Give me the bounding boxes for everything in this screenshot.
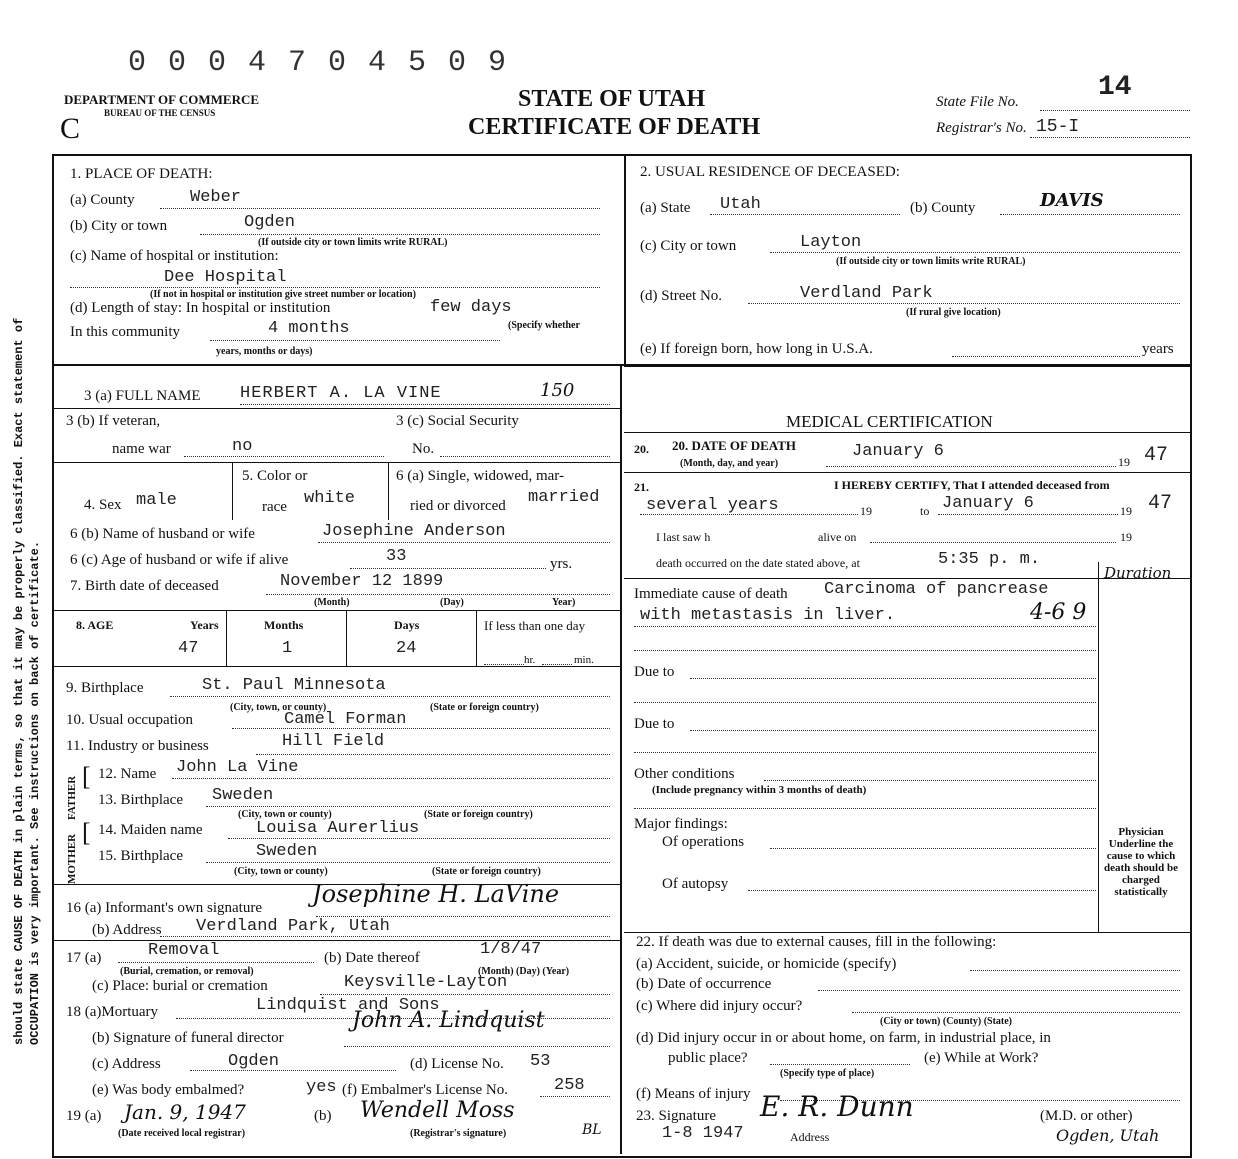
registrar-label: Registrar's No. <box>936 120 1027 136</box>
external-a: (a) Accident, suicide, or homicide (specify) <box>636 956 897 972</box>
other-conditions-note: (Include pregnancy within 3 months of death) <box>652 784 867 796</box>
mother-name-value: Louisa Aurerlius <box>256 819 420 838</box>
father-birthplace-label: 13. Birthplace <box>98 792 183 808</box>
race-value: white <box>304 489 356 508</box>
residence-heading: 2. USUAL RESIDENCE OF DECEASED: <box>640 164 900 180</box>
mortuary-value: Lindquist and Sons <box>256 996 440 1015</box>
last-saw-label: I last saw h <box>656 530 711 544</box>
age-years-value: 47 <box>178 639 199 658</box>
license-label: (d) License No. <box>410 1056 504 1072</box>
res-street-label: (d) Street No. <box>640 288 723 304</box>
occupation-label: 10. Usual occupation <box>66 712 194 728</box>
death-city-note: (If outside city or town limits write RURAL) <box>258 237 448 248</box>
informant-addr-label: (b) Address <box>92 922 162 938</box>
dod-label: 20. DATE OF DEATH <box>672 438 796 453</box>
mortuary-label: 18 (a)Mortuary <box>66 1004 159 1020</box>
dod-note: (Month, day, and year) <box>680 458 779 469</box>
res-county-label: (b) County <box>910 200 976 216</box>
hr-label: hr. <box>524 654 536 666</box>
bp-city-note: (City, town, or county) <box>230 702 327 713</box>
other-conditions-label: Other conditions <box>634 766 735 782</box>
specify-note: (Specify whether <box>508 320 580 331</box>
res-street-note: (If rural give location) <box>906 307 1001 318</box>
war-label: name war <box>112 441 171 457</box>
external-c: (c) Where did injury occur? <box>636 998 803 1014</box>
registrar-initials: BL <box>582 1122 602 1138</box>
hospital-value: Dee Hospital <box>164 268 287 287</box>
min-label: min. <box>574 654 594 666</box>
spouse-age-value: 33 <box>386 547 407 566</box>
birthplace-value: St. Paul Minnesota <box>202 676 386 695</box>
community-value: 4 months <box>268 319 350 338</box>
res-foreign-label: (e) If foreign born, how long in U.S.A. <box>640 341 873 357</box>
external-d: (d) Did injury occur in or about home, on farm, in industrial place, in <box>636 1030 1051 1046</box>
death-city-label: (b) City or town <box>70 218 168 234</box>
state-file-number: 14 <box>1098 72 1132 103</box>
burial-label: 17 (a) <box>66 950 102 966</box>
burial-place-value: Keysville-Layton <box>344 973 508 992</box>
war-value: no <box>232 437 253 456</box>
less-day-label: If less than one day <box>484 618 586 633</box>
age-days-value: 24 <box>396 639 417 658</box>
external-d-note: (Specify type of place) <box>780 1068 875 1079</box>
full-name-value: HERBERT A. LA VINE <box>240 384 442 403</box>
immediate-cause-value: Carcinoma of pancrease <box>824 580 1049 599</box>
medical-heading: MEDICAL CERTIFICATION <box>786 412 993 431</box>
age-months-value: 1 <box>282 639 293 658</box>
age-months-label: Months <box>264 618 304 632</box>
director-label: (b) Signature of funeral director <box>92 1030 284 1046</box>
industry-value: Hill Field <box>282 732 385 751</box>
res-city-label: (c) City or town <box>640 238 737 254</box>
embalmed-value: yes <box>306 1078 337 1097</box>
attended-19: 19 <box>860 504 872 518</box>
certificate-title: CERTIFICATE OF DEATH <box>468 114 761 140</box>
external-d2: public place? <box>668 1050 748 1066</box>
informant-addr-value: Verdland Park, Utah <box>196 917 390 936</box>
registrar-number: 15-I <box>1036 117 1080 137</box>
birth-date-value: November 12 1899 <box>280 572 444 591</box>
duration-label: Duration <box>1104 564 1172 582</box>
mother-birthplace-label: 15. Birthplace <box>98 848 183 864</box>
veteran-label: 3 (b) If veteran, <box>66 413 161 429</box>
embalmer-license-label: (f) Embalmer's License No. <box>342 1082 508 1098</box>
mother-bp-state-note: (State or foreign country) <box>432 866 541 877</box>
hospital-label: (c) Name of hospital or institution: <box>70 248 279 264</box>
duration-value: 4-6 9 <box>1030 600 1087 625</box>
father-name-label: 12. Name <box>98 766 157 782</box>
ss-label: 3 (c) Social Security <box>396 413 519 429</box>
sex-label: 4. Sex <box>84 497 122 513</box>
mother-birthplace-value: Sweden <box>256 842 318 861</box>
immediate-cause-label: Immediate cause of death <box>634 586 788 602</box>
mortuary-addr-label: (c) Address <box>92 1056 161 1072</box>
attended-from: several years <box>646 496 779 515</box>
stay-label: (d) Length of stay: In hospital or institution <box>70 300 331 316</box>
autopsy-label: Of autopsy <box>662 876 729 892</box>
physician-signature: E. R. Dunn <box>760 1090 914 1123</box>
death-county-label: (a) County <box>70 192 135 208</box>
c-mark: C <box>60 112 81 145</box>
res-state-label: (a) State <box>640 200 691 216</box>
hospital-note: (If not in hospital or institution give street number or location) <box>150 289 416 300</box>
state-title: STATE OF UTAH <box>518 86 706 112</box>
burial-date-note: (Month) (Day) (Year) <box>478 966 570 977</box>
bp-state-note: (State or foreign country) <box>430 702 539 713</box>
side-instructions-1: should state CAUSE OF DEATH in plain terms, so that it may be properly classified. Exact statement of <box>12 317 26 1045</box>
race-label: race <box>262 499 287 515</box>
spouse-value: Josephine Anderson <box>322 522 506 541</box>
spouse-label: 6 (b) Name of husband or wife <box>70 526 255 542</box>
md-label: (M.D. or other) <box>1040 1108 1133 1124</box>
department-name: DEPARTMENT OF COMMERCE <box>64 92 260 107</box>
external-f: (f) Means of injury <box>636 1086 751 1102</box>
res-street-value: Verdland Park <box>800 284 933 303</box>
alive-year-prefix: 19 <box>1120 530 1132 544</box>
major-findings-label: Major findings: <box>634 816 728 832</box>
mother-brace: [ <box>82 818 91 847</box>
ss-no-label: No. <box>412 441 435 457</box>
dod-value: January 6 <box>852 442 944 461</box>
month-note: (Month) <box>314 597 350 608</box>
embalmed-label: (e) Was body embalmed? <box>92 1082 245 1098</box>
res-state-value: Utah <box>720 195 761 214</box>
dod-number: 20. <box>634 442 649 456</box>
industry-label: 11. Industry or business <box>66 738 209 754</box>
address-23-value: Ogden, Utah <box>1056 1126 1160 1145</box>
father-brace: [ <box>82 762 91 791</box>
signature-23-label: 23. Signature <box>636 1108 716 1124</box>
signature-date: 1-8 1947 <box>662 1124 744 1143</box>
due-to-1: Due to <box>634 664 675 680</box>
full-name-label: 3 (a) FULL NAME <box>84 388 201 404</box>
years-note: years, months or days) <box>216 346 313 357</box>
community-label: In this community <box>70 324 180 340</box>
state-file-label: State File No. <box>936 94 1019 110</box>
physician-note: Physician Underline the cause to which death should be charged statistically <box>1104 826 1178 898</box>
attended-to-value: January 6 <box>942 494 1034 513</box>
immediate-cause-value-2: with metastasis in liver. <box>640 606 896 625</box>
occupation-value: Camel Forman <box>284 710 407 729</box>
mortuary-addr-value: Ogden <box>228 1052 280 1071</box>
death-county-value: Weber <box>190 188 242 207</box>
spouse-age-label: 6 (c) Age of husband or wife if alive <box>70 552 289 568</box>
bureau-name: BUREAU OF THE CENSUS <box>104 108 216 118</box>
mother-vertical-label: MOTHER <box>66 833 78 884</box>
father-name-value: John La Vine <box>176 758 299 777</box>
burial-type-note: (Burial, cremation, or removal) <box>120 966 254 977</box>
burial-type-value: Removal <box>148 941 220 960</box>
burial-date-label: (b) Date thereof <box>324 950 420 966</box>
license-value: 53 <box>530 1052 551 1071</box>
father-vertical-label: FATHER <box>66 775 78 820</box>
attended-year: 47 <box>1148 492 1173 515</box>
external-b: (b) Date of occurrence <box>636 976 772 992</box>
sex-value: male <box>136 491 177 510</box>
res-foreign-unit: years <box>1142 341 1174 357</box>
father-birthplace-value: Sweden <box>212 786 274 805</box>
year-note: Year) <box>552 597 576 608</box>
color-label: 5. Color or <box>242 468 308 484</box>
place-of-death-heading: 1. PLACE OF DEATH: <box>70 166 213 182</box>
marital-label-2: ried or divorced <box>410 498 506 514</box>
marital-label: 6 (a) Single, widowed, mar- <box>396 468 564 484</box>
age-label: 8. AGE <box>76 618 114 632</box>
burial-place-label: (c) Place: burial or cremation <box>92 978 268 994</box>
mother-name-label: 14. Maiden name <box>98 822 203 838</box>
address-23-label: Address <box>790 1130 830 1144</box>
stay-value: few days <box>430 298 512 317</box>
certify-text: I HEREBY CERTIFY, That I attended deceased from <box>834 478 1110 492</box>
registrar-signature: Wendell Moss <box>360 1098 515 1123</box>
dod-year: 47 <box>1144 444 1169 467</box>
attended-to-label: to <box>920 504 930 518</box>
cert-number-21: 21. <box>634 480 649 494</box>
death-city-value: Ogden <box>244 213 296 232</box>
birth-date-label: 7. Birth date of deceased <box>70 578 219 594</box>
res-county-value: DAVIS <box>1040 190 1104 211</box>
attended-year-prefix: 19 <box>1120 504 1132 518</box>
marital-value: married <box>528 488 600 507</box>
alive-on-label: alive on <box>818 530 857 544</box>
operations-label: Of operations <box>662 834 745 850</box>
father-bp-state-note: (State or foreign country) <box>424 809 533 820</box>
director-signature: John A. Lindquist <box>352 1008 545 1033</box>
registrar-sig-note: (Registrar's signature) <box>410 1128 507 1139</box>
birthplace-label: 9. Birthplace <box>66 680 144 696</box>
embalmer-license-value: 258 <box>554 1076 585 1095</box>
res-city-value: Layton <box>800 233 862 252</box>
age-years-label: Years <box>190 618 219 632</box>
informant-sig-label: 16 (a) Informant's own signature <box>66 900 262 916</box>
external-e: (e) While at Work? <box>924 1050 1039 1066</box>
registrar-b-label: (b) <box>314 1108 332 1124</box>
full-name-mark: 150 <box>540 380 575 401</box>
spouse-age-unit: yrs. <box>550 556 573 572</box>
external-heading: 22. If death was due to external causes, fill in the following: <box>636 934 997 950</box>
registrar-date-note: (Date received local registrar) <box>118 1128 246 1139</box>
death-occurred-label: death occurred on the date stated above, at <box>656 556 860 570</box>
registrar-date: Jan. 9, 1947 <box>124 1100 246 1124</box>
day-note: (Day) <box>440 597 464 608</box>
age-days-label: Days <box>394 618 420 632</box>
mother-bp-city-note: (City, town or county) <box>234 866 328 877</box>
death-time: 5:35 p. m. <box>938 550 1041 569</box>
burial-date-value: 1/8/47 <box>480 940 542 959</box>
side-instructions-2: OCCUPATION is very important. See instructions on back of certificate. <box>28 540 42 1045</box>
registrar-line-label: 19 (a) <box>66 1108 102 1124</box>
informant-signature: Josephine H. LaVine <box>312 880 560 908</box>
certificate-number: 0 0 0 4 7 0 4 5 0 9 <box>128 46 509 80</box>
due-to-2: Due to <box>634 716 675 732</box>
res-city-note: (If outside city or town limits write RURAL) <box>836 256 1026 267</box>
external-c-note: (City or town) (County) (State) <box>880 1016 1013 1027</box>
father-bp-city-note: (City, town or county) <box>238 809 332 820</box>
dod-year-prefix: 19 <box>1118 455 1130 469</box>
